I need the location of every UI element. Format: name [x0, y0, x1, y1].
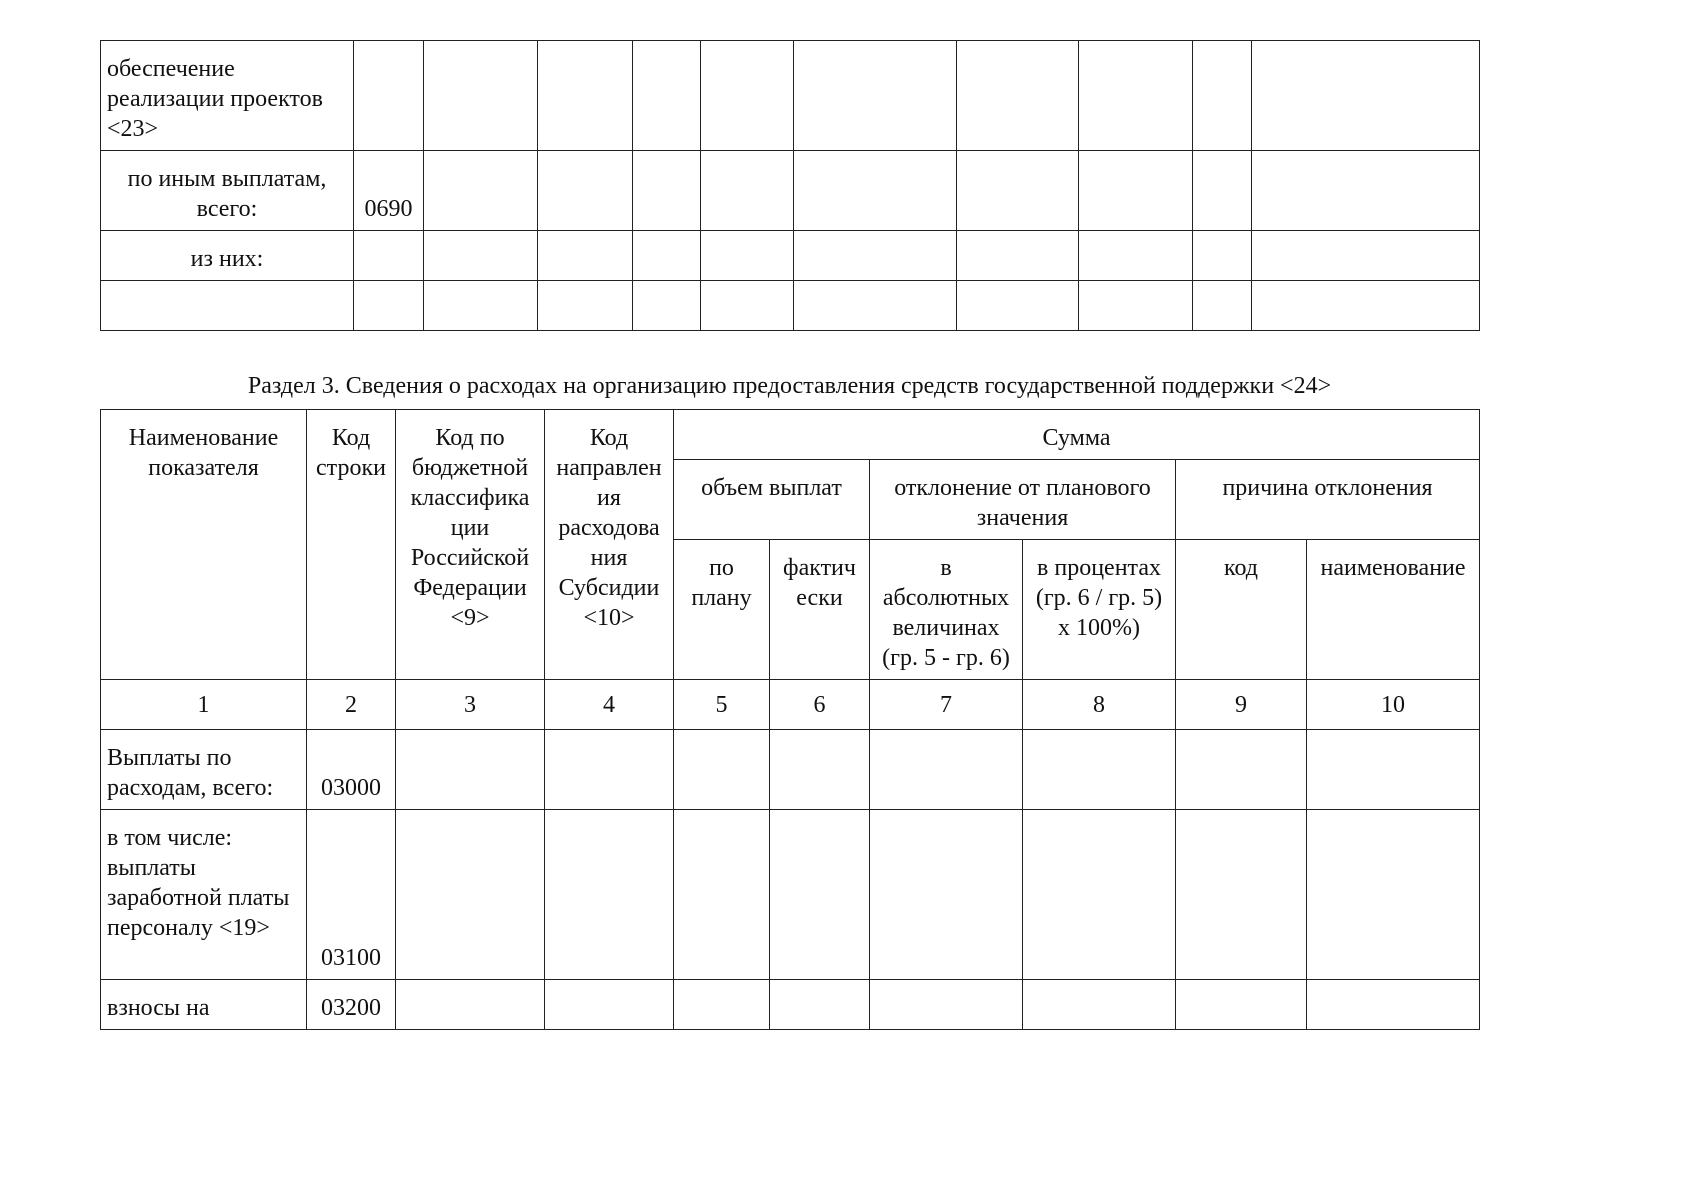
empty-cell: [794, 231, 957, 281]
empty-cell: [396, 730, 545, 810]
empty-cell: [1176, 980, 1307, 1030]
header-budget-classification-code: Код по бюджетной классифика ции Российской Федерации <9>: [396, 410, 545, 680]
expenses-table: [100, 409, 1480, 1030]
empty-cell: [1023, 810, 1176, 980]
empty-cell: [870, 730, 1023, 810]
row-label: взносы на: [101, 980, 307, 1030]
empty-cell: [633, 151, 701, 231]
empty-cell: [538, 231, 633, 281]
empty-cell: [424, 151, 538, 231]
empty-cell: [1252, 231, 1480, 281]
empty-cell: [396, 810, 545, 980]
table-row: [101, 41, 1480, 151]
header-by-plan: по плану: [674, 540, 770, 680]
header-payments-volume: объем выплат: [674, 460, 870, 540]
empty-cell: [1023, 730, 1176, 810]
column-number: 2: [307, 680, 396, 730]
row-label: Выплаты по расходам, всего:: [101, 730, 307, 810]
column-number: 10: [1307, 680, 1480, 730]
section-title: Раздел 3. Сведения о расходах на организацию предоставления средств государственной поддержки <24>: [247, 373, 1332, 399]
table-row: [101, 730, 1480, 810]
empty-cell: [674, 980, 770, 1030]
row-code: [354, 281, 424, 331]
row-code: 03000: [307, 730, 396, 810]
row-code: 0690: [354, 151, 424, 231]
row-label: из них:: [101, 231, 354, 281]
header-actual: фактич ески: [770, 540, 870, 680]
empty-cell: [1193, 281, 1252, 331]
empty-cell: [1307, 730, 1480, 810]
empty-cell: [424, 281, 538, 331]
header-percent: в процентах (гр. 6 / гр. 5) x 100%): [1023, 540, 1176, 680]
empty-cell: [633, 281, 701, 331]
empty-cell: [538, 151, 633, 231]
empty-cell: [633, 41, 701, 151]
header-deviation: отклонение от планового значения: [870, 460, 1176, 540]
empty-cell: [870, 980, 1023, 1030]
column-number: 3: [396, 680, 545, 730]
empty-cell: [674, 730, 770, 810]
empty-cell: [1079, 151, 1193, 231]
empty-cell: [1193, 151, 1252, 231]
empty-cell: [545, 730, 674, 810]
empty-cell: [957, 231, 1079, 281]
empty-cell: [870, 810, 1023, 980]
empty-cell: [396, 980, 545, 1030]
table-row: [101, 281, 1480, 331]
row-label: по иным выплатам, всего:: [101, 151, 354, 231]
empty-cell: [794, 151, 957, 231]
table-row: [101, 151, 1480, 231]
empty-cell: [1252, 151, 1480, 231]
table-row: [101, 231, 1480, 281]
empty-cell: [701, 41, 794, 151]
header-row: [101, 410, 1480, 460]
empty-cell: [701, 151, 794, 231]
empty-cell: [770, 810, 870, 980]
empty-cell: [538, 281, 633, 331]
empty-cell: [424, 231, 538, 281]
column-number: 5: [674, 680, 770, 730]
header-deviation-reason: причина отклонения: [1176, 460, 1480, 540]
column-number-row: [101, 680, 1480, 730]
header-row-code: Код строки: [307, 410, 396, 680]
header-indicator-name: Наименование показателя: [101, 410, 307, 680]
empty-cell: [701, 281, 794, 331]
table-row: [101, 980, 1480, 1030]
empty-cell: [424, 41, 538, 151]
header-spending-direction-code: Код направлен ия расходова ния Субсидии <10>: [545, 410, 674, 680]
empty-cell: [545, 810, 674, 980]
table-row: [101, 810, 1480, 980]
empty-cell: [1307, 980, 1480, 1030]
empty-cell: [674, 810, 770, 980]
row-label: обеспечение реализации проектов <23>: [101, 41, 354, 151]
empty-cell: [633, 231, 701, 281]
empty-cell: [957, 151, 1079, 231]
top-continuation-table: [100, 40, 1480, 331]
row-code: 03200: [307, 980, 396, 1030]
column-number: 1: [101, 680, 307, 730]
column-number: 9: [1176, 680, 1307, 730]
row-code: [354, 41, 424, 151]
empty-cell: [1023, 980, 1176, 1030]
empty-cell: [770, 980, 870, 1030]
column-number: 6: [770, 680, 870, 730]
header-sum: Сумма: [674, 410, 1480, 460]
row-code: 03100: [307, 810, 396, 980]
row-label: [101, 281, 354, 331]
empty-cell: [1252, 281, 1480, 331]
header-reason-code: код: [1176, 540, 1307, 680]
empty-cell: [1176, 810, 1307, 980]
empty-cell: [1079, 231, 1193, 281]
empty-cell: [1252, 41, 1480, 151]
column-number: 4: [545, 680, 674, 730]
empty-cell: [1307, 810, 1480, 980]
header-reason-name: наименование: [1307, 540, 1480, 680]
empty-cell: [957, 41, 1079, 151]
empty-cell: [545, 980, 674, 1030]
empty-cell: [1079, 41, 1193, 151]
empty-cell: [701, 231, 794, 281]
empty-cell: [1193, 231, 1252, 281]
row-label: в том числе: выплаты заработной платы персоналу <19>: [101, 810, 307, 980]
empty-cell: [794, 281, 957, 331]
empty-cell: [770, 730, 870, 810]
empty-cell: [538, 41, 633, 151]
column-number: 8: [1023, 680, 1176, 730]
column-number: 7: [870, 680, 1023, 730]
empty-cell: [1176, 730, 1307, 810]
empty-cell: [1193, 41, 1252, 151]
empty-cell: [957, 281, 1079, 331]
header-absolute: в абсолютных величинах (гр. 5 - гр. 6): [870, 540, 1023, 680]
empty-cell: [1079, 281, 1193, 331]
row-code: [354, 231, 424, 281]
empty-cell: [794, 41, 957, 151]
